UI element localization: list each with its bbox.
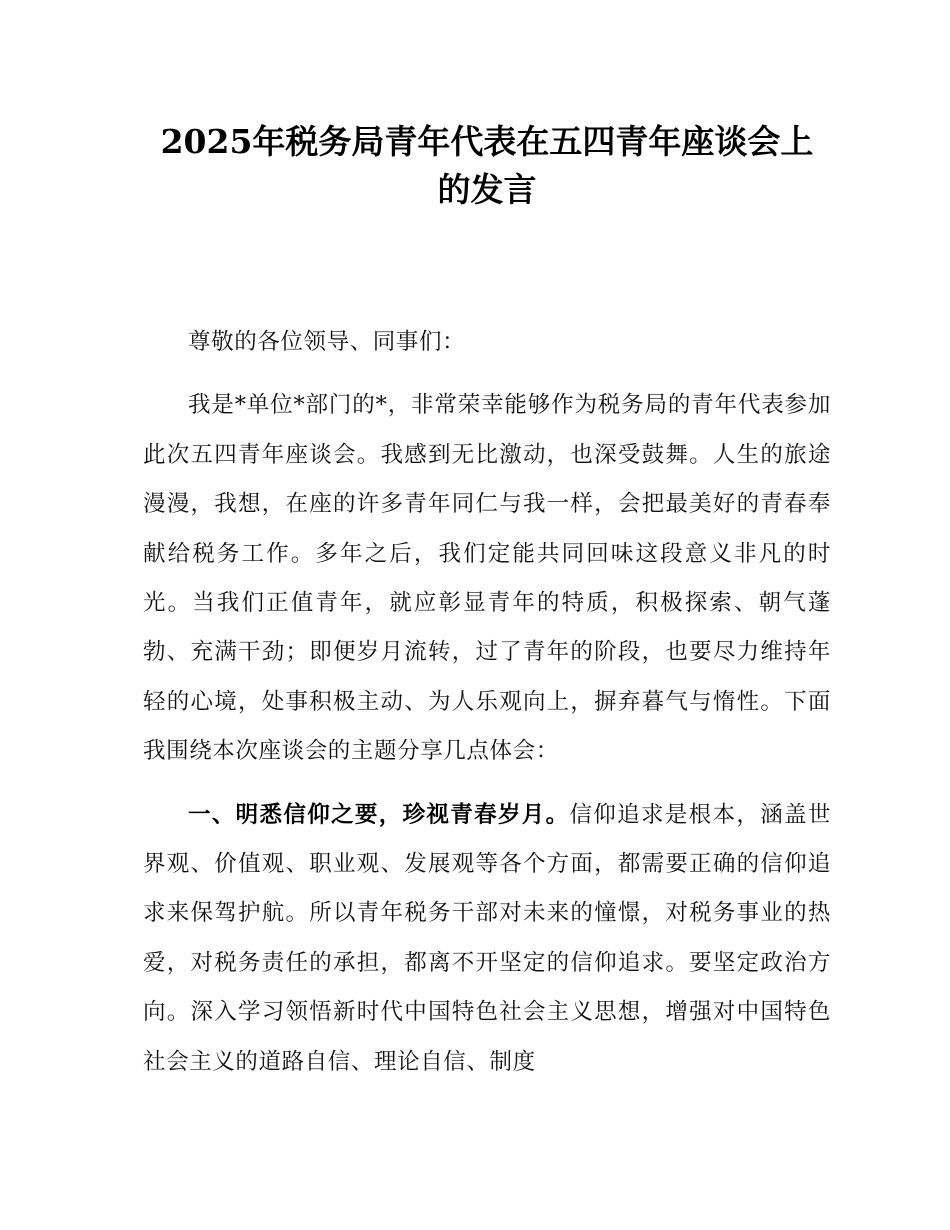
document-body: [143, 318, 831, 1087]
section-1-heading: 一、明悉信仰之要，珍视青春岁月。: [188, 801, 570, 828]
title-line-1: 2025年税务局青年代表在五四青年座谈会上: [160, 122, 814, 161]
paragraph-spacer: [143, 367, 831, 381]
section-1-text: 信仰追求是根本，涵盖世界观、价值观、职业观、发展观等各个方面，都需要正确的信仰追求来保驾护航。所以青年税务干部对未来的憧憬，对税务事业的热爱，对税务责任的承担，都离不开坚定的信仰追求。要坚定政治方向。深入学习领悟新时代中国特色社会主义思想，增强对中国特色社会主义的道路自信、理论自信、制度: [143, 801, 831, 1075]
paragraph-intro: 我是*单位*部门的*，非常荣幸能够作为税务局的青年代表参加此次五四青年座谈会。我感到无比激动，也深受鼓舞。人生的旅途漫漫，我想，在座的许多青年同仁与我一样，会把最美好的青春奉献给税务工作。多年之后，我们定能共同回味这段意义非凡的时光。当我们正值青年，就应彰显青年的特质，积极探索、朝气蓬勃、充满干劲；即便岁月流转，过了青年的阶段，也要尽力维持年轻的心境，处事积极主动、为人乐观向上，摒弃暮气与惰性。下面我围绕本次座谈会的主题分享几点体会：: [143, 392, 831, 765]
paragraph-section-1: [143, 791, 831, 1087]
title-line-2: 的发言: [437, 170, 537, 209]
document-title: [143, 118, 831, 214]
salutation: 尊敬的各位领导、同事们：: [188, 329, 466, 355]
paragraph-spacer: [143, 777, 831, 791]
